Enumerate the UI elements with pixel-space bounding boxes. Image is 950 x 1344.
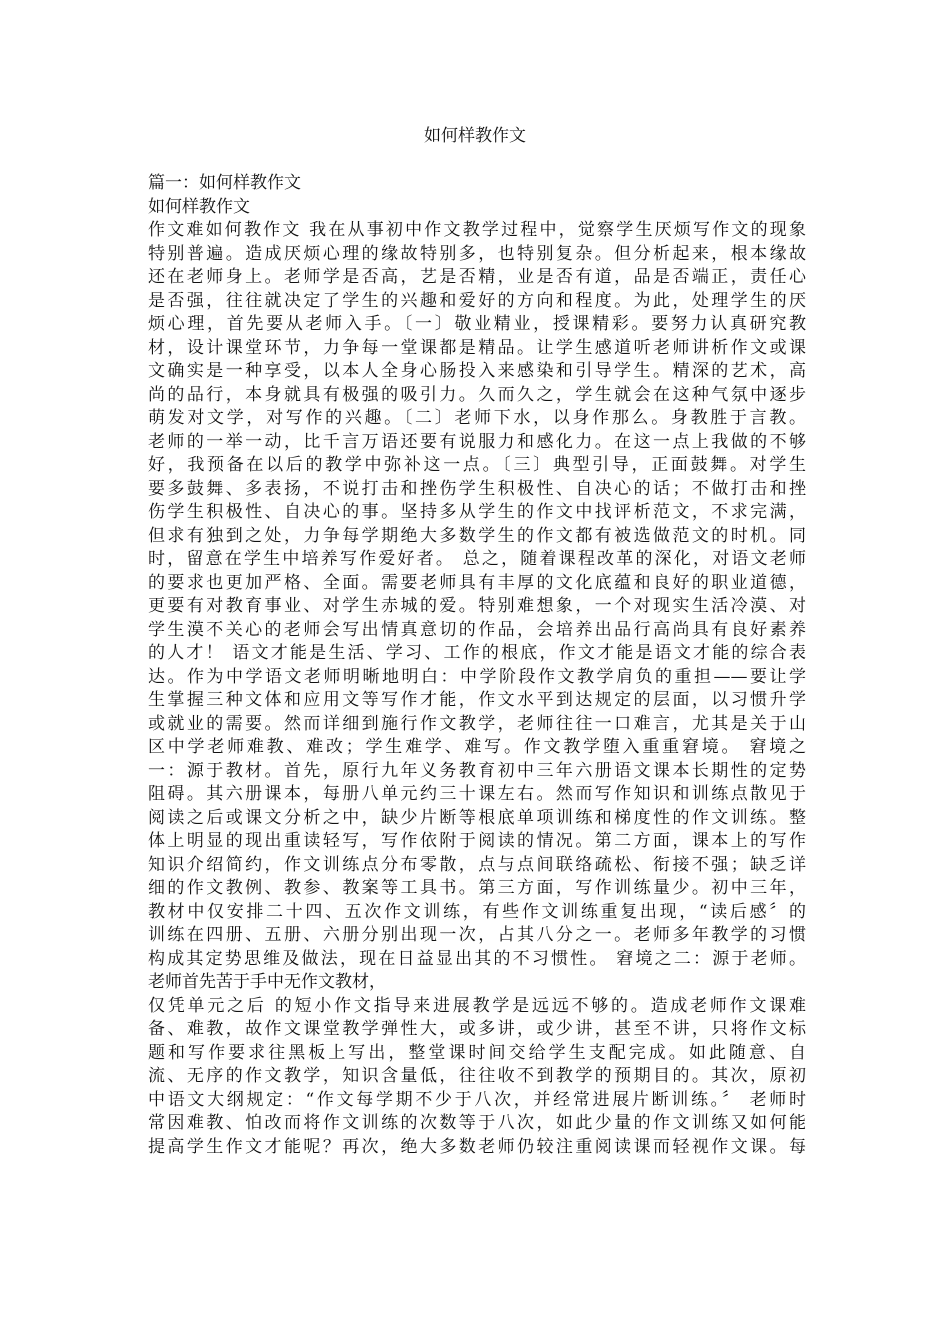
document-body	[148, 172, 806, 1159]
text-line: 细的作文教例、教参、教案等工具书。第三方面，写作训练量少。初中三年，	[148, 878, 806, 898]
text-line: 作文难如何教作文 我在从事初中作文教学过程中，觉察学生厌烦写作文的现象	[148, 220, 806, 240]
text-line: 文确实是一种享受，以本人全身心肠投入来感染和引导学生。精深的艺术，高	[148, 361, 806, 381]
text-line: 阅读之后或课文分析之中，缺少片断等根底单项训练和梯度性的作文训练。整	[148, 807, 806, 828]
text-line: 达。作为中学语文老师明晰地明白：中学阶段作文教学肩负的重担——要让学	[148, 666, 806, 687]
text-line: 中语文大纲规定：“作文每学期不少于八次，并经常进展片断训练。〞 老师时	[148, 1089, 806, 1110]
text-line: 萌发对文学，对写作的兴趣。〔二〕老师下水，以身作那么。身教胜于言教。	[148, 408, 806, 428]
text-line: 提高学生作文才能呢？再次，绝大多数老师仍较注重阅读课而轻视作文课。每	[148, 1136, 806, 1157]
text-line: 生掌握三种文体和应用文等写作才能，作文水平到达规定的层面，以习惯升学	[148, 690, 806, 710]
text-line: 好，我预备在以后的教学中弥补这一点。〔三〕典型引导，正面鼓舞。对学生	[148, 455, 806, 475]
text-line: 流、无序的作文教学，知识含量低，往往收不到教学的预期目的。其次，原初	[148, 1066, 806, 1086]
text-line: 特别普遍。造成厌烦心理的缘故特别多，也特别复杂。但分析起来，根本缘故	[148, 243, 806, 264]
text-line: 知识介绍简约，作文训练点分布零散，点与点间联络疏松、衔接不强；缺乏详	[148, 854, 806, 875]
text-line: 题和写作要求往黑板上写出，整堂课时间交给学生支配完成。如此随意、自	[148, 1042, 806, 1063]
text-line: 构成其定势思维及做法，现在日益显出其的不习惯性。 窘境之二：源于老师。	[148, 948, 806, 969]
text-line: 烦心理，首先要从老师入手。〔一〕敬业精业，授课精彩。要努力认真研究教	[148, 314, 806, 334]
text-line: 体上明显的现出重读轻写，写作依附于阅读的情况。第二方面，课本上的写作	[148, 831, 806, 851]
text-line: 一：源于教材。首先，原行九年义务教育初中三年六册语文课本长期性的定势	[148, 760, 806, 781]
text-line: 篇一：如何样教作文	[148, 173, 301, 193]
text-line: 的要求也更加严格、全面。需要老师具有丰厚的文化底蕴和良好的职业道德，	[148, 572, 806, 593]
text-line: 区中学老师难教、难改；学生难学、难写。作文教学堕入重重窘境。 窘境之	[148, 737, 806, 757]
text-line: 的人才！ 语文才能是生活、学习、工作的根底，作文才能是语文才能的综合表	[148, 643, 806, 663]
text-line: 更要有对教育事业、对学生赤城的爱。特别难想象，一个对现实生活冷漠、对	[148, 596, 806, 616]
text-line: 训练在四册、五册、六册分别出现一次，占其八分之一。老师多年教学的习惯	[148, 925, 806, 945]
text-line: 常因难教、怕改而将作文训练的次数等于八次，如此少量的作文训练又如何能	[148, 1113, 806, 1133]
text-line: 仅凭单元之后 的短小作文指导来进展教学是远远不够的。造成老师作文课难	[148, 995, 806, 1016]
text-line: 时，留意在学生中培养写作爱好者。 总之，随着课程改革的深化，对语文老师	[148, 549, 806, 569]
text-line: 老师首先苦于手中无作文教材，	[148, 972, 386, 992]
text-line: 如何样教作文	[148, 196, 250, 217]
text-line: 或就业的需要。然而详细到施行作文教学，老师往往一口难言，尤其是关于山	[148, 713, 806, 734]
document-title: 如何样教作文	[424, 126, 526, 146]
text-line: 阻碍。其六册课本，每册八单元约三十课左右。然而写作知识和训练点散见于	[148, 784, 806, 804]
text-line: 要多鼓舞、多表扬，不说打击和挫伤学生积极性、自决心的话；不做打击和挫	[148, 478, 806, 499]
text-line: 老师的一举一动，比千言万语还要有说服力和感化力。在这一点上我做的不够	[148, 431, 806, 452]
text-line: 还在老师身上。老师学是否高，艺是否精，业是否有道，品是否端正，责任心	[148, 267, 806, 287]
text-line: 教材中仅安排二十四、五次作文训练，有些作文训练重复出现，“读后感〞的	[148, 901, 806, 922]
text-line: 学生漠不关心的老师会写出情真意切的作品，会培养出品行高尚具有良好素养	[148, 619, 806, 640]
text-line: 伤学生积极性、自决心的事。坚持多从学生的作文中找评析范文，不求完满，	[148, 502, 806, 522]
text-line: 材，设计课堂环节，力争每一堂课都是精品。让学生感道听老师讲析作文或课	[148, 337, 806, 358]
text-line: 但求有独到之处，力争每学期绝大多数学生的作文都有被选做范文的时机。同	[148, 525, 806, 546]
text-line: 备、难教，故作文课堂教学弹性大，或多讲，或少讲，甚至不讲，只将作文标	[148, 1019, 806, 1039]
text-line: 尚的品行，本身就具有极强的吸引力。久而久之，学生就会在这种气氛中逐步	[148, 384, 806, 405]
text-line: 是否强，往往就决定了学生的兴趣和爱好的方向和程度。为此，处理学生的厌	[148, 290, 806, 311]
